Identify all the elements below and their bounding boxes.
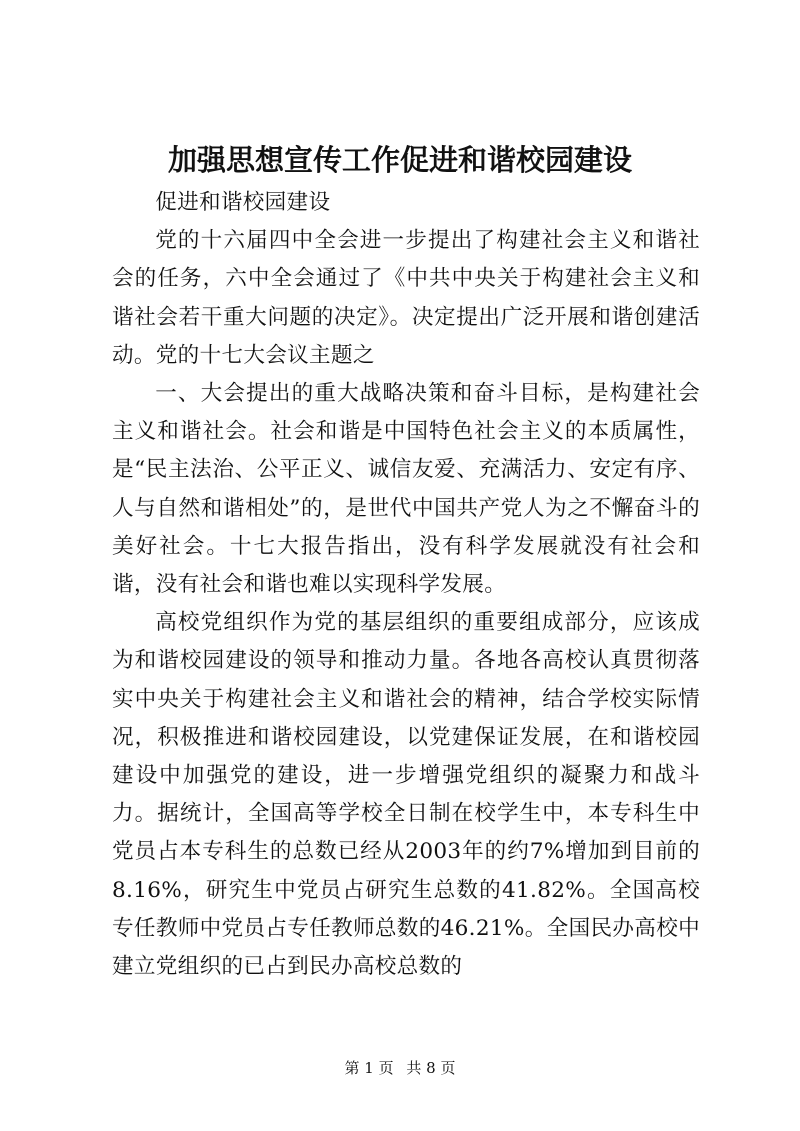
- document-title: 加强思想宣传工作促进和谐校园建设: [167, 143, 632, 177]
- page-total: 共 8 页: [406, 1059, 456, 1077]
- paragraph-subtitle: 促进和谐校园建设: [155, 190, 331, 215]
- paragraph-intro: 党的十六届四中全会进一步提出了构建社会主义和谐社会的任务，六中全会通过了《中共中央关于构建社会主义和谐社会若干重大问题的决定》。决定提出广泛开展和谐创建活动。党的十七大会议主题之: [112, 228, 700, 368]
- page-footer: [0, 1058, 800, 1078]
- paragraph-university-party: 高校党组织作为党的基层组织的重要组成部分，应该成为和谐校园建设的领导和推动力量。各地各高校认真贯彻落实中央关于构建社会主义和谐社会的精神，结合学校实际情况，积极推进和谐校园建设，以党建保证发展，在和谐校园建设中加强党的建设，进一步增强党组织的凝聚力和战斗力。据统计，全国高等学校全日制在校学生中，本专科生中党员占本专科生的总数已经从2003年的约7%增加到目前的8.16%，研究生中党员占研究生总数的41.82%。全国高校专任教师中党员占专任教师总数的46.21%。全国民办高校中建立党组织的已占到民办高校总数的: [112, 610, 700, 980]
- page-number: 第 1 页: [344, 1059, 394, 1077]
- paragraph-harmonious-society: 一、大会提出的重大战略决策和奋斗目标，是构建社会主义和谐社会。社会和谐是中国特色社会主义的本质属性，是“民主法治、公平正义、诚信友爱、充满活力、安定有序、人与自然和谐相处”的，是世代中国共产党人为之不懈奋斗的美好社会。十七大报告指出，没有科学发展就没有社会和谐，没有社会和谐也难以实现科学发展。: [112, 381, 700, 598]
- document-body: [112, 184, 700, 986]
